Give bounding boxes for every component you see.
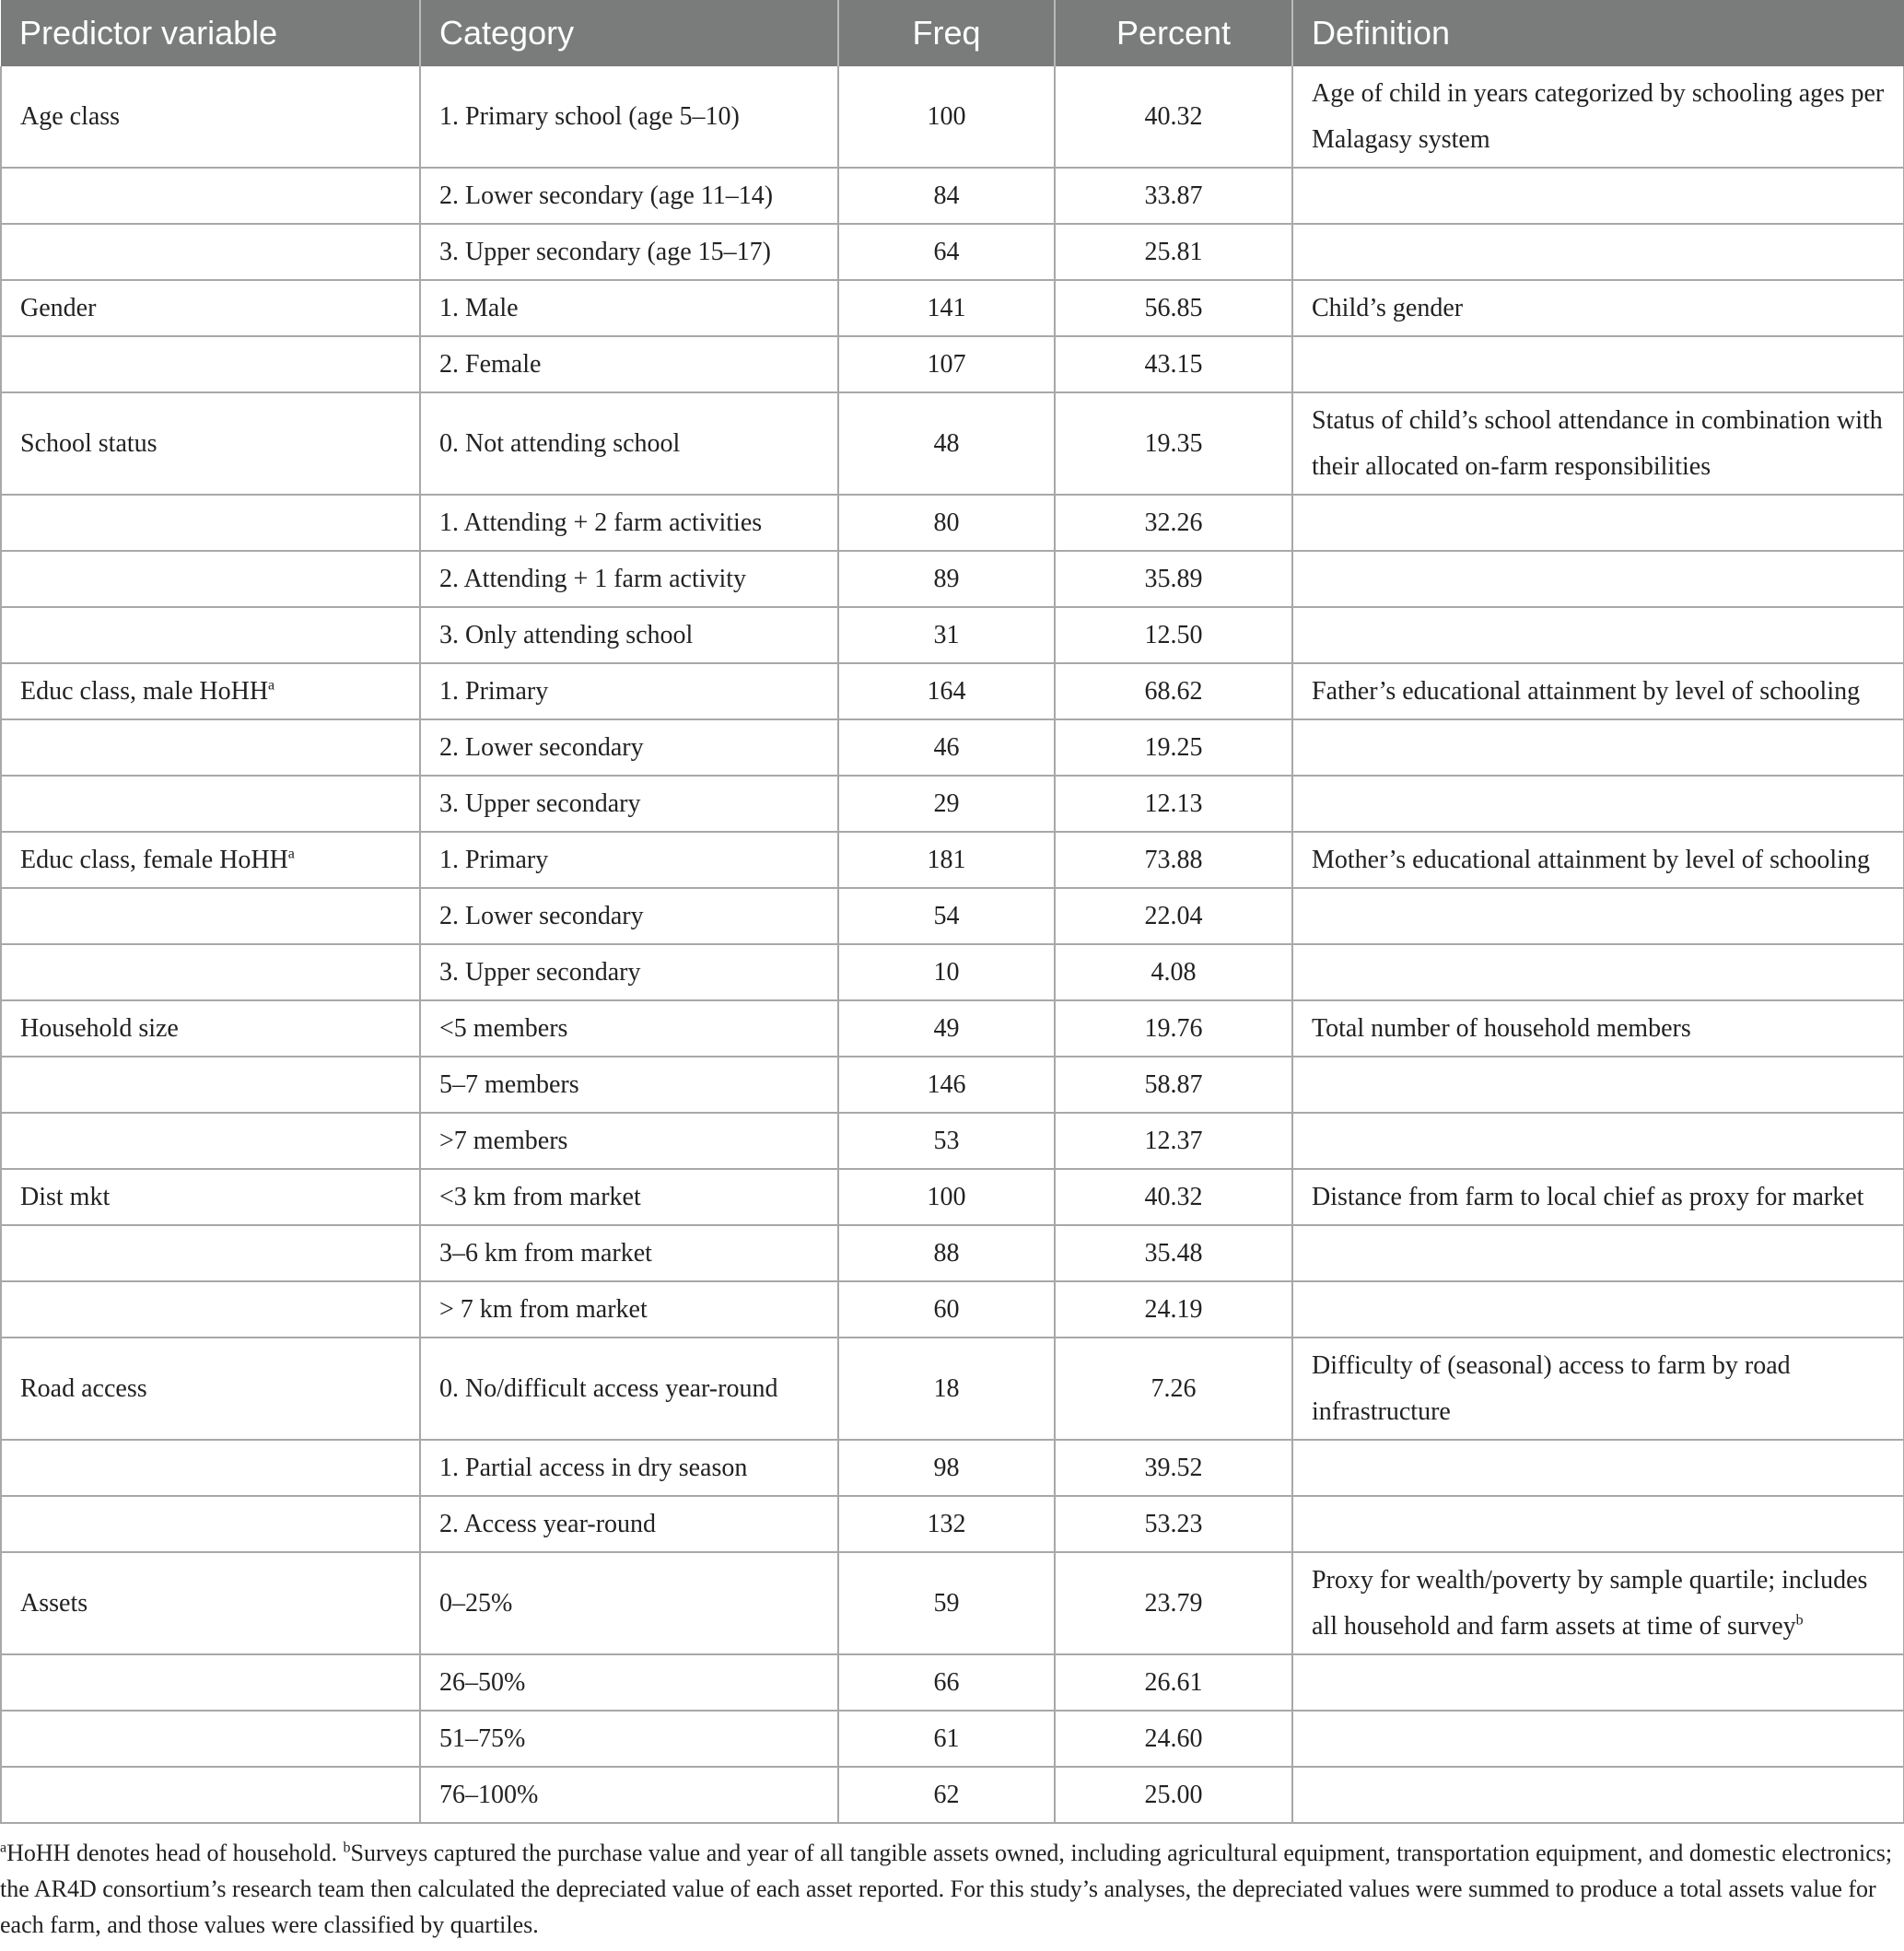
predictor-variable-cell	[1, 66, 420, 168]
freq-cell: 61	[838, 1711, 1055, 1767]
freq-cell: 54	[838, 888, 1055, 944]
table-row	[1, 1338, 1904, 1440]
freq-cell: 60	[838, 1281, 1055, 1338]
percent-cell: 12.50	[1055, 607, 1292, 663]
freq-cell: 59	[838, 1552, 1055, 1654]
definition-text: Mother’s educational attainment by level of schooling	[1312, 845, 1870, 874]
category-cell: 1. Primary	[420, 663, 838, 719]
category-cell: 1. Male	[420, 280, 838, 336]
table-row	[1, 392, 1904, 495]
freq-cell: 62	[838, 1767, 1055, 1823]
category-cell: 51–75%	[420, 1711, 838, 1767]
percent-cell: 73.88	[1055, 832, 1292, 888]
percent-cell: 35.89	[1055, 551, 1292, 607]
freq-cell: 18	[838, 1338, 1055, 1440]
freq-cell: 100	[838, 66, 1055, 168]
percent-cell: 35.48	[1055, 1225, 1292, 1281]
definition-text: Proxy for wealth/poverty by sample quartile; includes all household and farm assets at time of survey	[1312, 1565, 1868, 1641]
footnote-marker: a	[287, 846, 295, 862]
category-cell: 2. Attending + 1 farm activity	[420, 551, 838, 607]
percent-cell: 43.15	[1055, 336, 1292, 392]
table-row	[1, 336, 1904, 392]
table-row	[1, 719, 1904, 776]
predictor-variable-cell	[1, 392, 420, 495]
table-header-row	[1, 0, 1904, 66]
table-row	[1, 832, 1904, 888]
freq-cell: 146	[838, 1057, 1055, 1113]
predictor-variable-cell	[1, 1767, 420, 1823]
table-row	[1, 607, 1904, 663]
footnote-b-mark: b	[343, 1840, 351, 1856]
freq-cell: 84	[838, 168, 1055, 224]
definition-text: Father’s educational attainment by level of schooling	[1312, 676, 1861, 706]
header-percent: Percent	[1055, 0, 1292, 66]
category-cell: 1. Partial access in dry season	[420, 1440, 838, 1496]
category-cell: 2. Female	[420, 336, 838, 392]
definition-cell	[1292, 832, 1904, 888]
predictor-variable-cell	[1, 607, 420, 663]
freq-cell: 181	[838, 832, 1055, 888]
predictor-variable-cell	[1, 719, 420, 776]
table-row	[1, 495, 1904, 551]
header-freq: Freq	[838, 0, 1055, 66]
predictor-variable-cell	[1, 1338, 420, 1440]
table-row	[1, 1169, 1904, 1225]
predictor-variable-cell	[1, 888, 420, 944]
freq-cell: 31	[838, 607, 1055, 663]
freq-cell: 66	[838, 1654, 1055, 1711]
definition-cell	[1292, 392, 1904, 495]
predictor-variable-cell	[1, 1281, 420, 1338]
table-row	[1, 66, 1904, 168]
definition-cell	[1292, 1225, 1904, 1281]
category-cell: 3. Upper secondary	[420, 776, 838, 832]
percent-cell: 23.79	[1055, 1552, 1292, 1654]
predictor-variable-cell	[1, 551, 420, 607]
footnote-b-text: Surveys captured the purchase value and year of all tangible assets owned, including agricultural equipment, transportation equipment, and domestic electronics; the AR4D consortium’s research team then calculated the depreciated value of each asset reported. For this study’s analyses, the depreciated values were summed to produce a total assets value for each farm, and those values were classified by quartiles.	[0, 1840, 1893, 1938]
table-row	[1, 224, 1904, 280]
table-row	[1, 1440, 1904, 1496]
percent-cell: 7.26	[1055, 1338, 1292, 1440]
category-cell: 76–100%	[420, 1767, 838, 1823]
definition-text: Child’s gender	[1312, 293, 1464, 322]
definition-cell	[1292, 1057, 1904, 1113]
freq-cell: 80	[838, 495, 1055, 551]
header-definition: Definition	[1292, 0, 1904, 66]
table-row	[1, 1767, 1904, 1823]
category-cell: 2. Lower secondary	[420, 888, 838, 944]
predictor-variable-text: Assets	[20, 1588, 88, 1618]
percent-cell: 26.61	[1055, 1654, 1292, 1711]
table-row	[1, 888, 1904, 944]
freq-cell: 98	[838, 1440, 1055, 1496]
percent-cell: 40.32	[1055, 66, 1292, 168]
category-cell: 3. Only attending school	[420, 607, 838, 663]
predictor-variable-cell	[1, 1225, 420, 1281]
definition-cell	[1292, 1496, 1904, 1552]
predictor-variable-cell	[1, 832, 420, 888]
percent-cell: 24.60	[1055, 1711, 1292, 1767]
percent-cell: 58.87	[1055, 1057, 1292, 1113]
percent-cell: 24.19	[1055, 1281, 1292, 1338]
predictor-variable-cell	[1, 1496, 420, 1552]
percent-cell: 40.32	[1055, 1169, 1292, 1225]
table-row	[1, 663, 1904, 719]
predictor-variable-cell	[1, 663, 420, 719]
category-cell: 5–7 members	[420, 1057, 838, 1113]
freq-cell: 164	[838, 663, 1055, 719]
predictor-variable-cell	[1, 1057, 420, 1113]
category-cell: 1. Primary school (age 5–10)	[420, 66, 838, 168]
footnote-marker: a	[268, 677, 275, 694]
percent-cell: 33.87	[1055, 168, 1292, 224]
footnote-a-text: HoHH denotes head of household.	[6, 1840, 344, 1866]
definition-text: Age of child in years categorized by schooling ages per Malagasy system	[1312, 78, 1885, 154]
predictor-variable-cell	[1, 1113, 420, 1169]
category-cell: 2. Lower secondary	[420, 719, 838, 776]
definition-cell	[1292, 1440, 1904, 1496]
percent-cell: 22.04	[1055, 888, 1292, 944]
percent-cell: 68.62	[1055, 663, 1292, 719]
table-row	[1, 944, 1904, 1000]
definition-cell	[1292, 1654, 1904, 1711]
predictor-variable-cell	[1, 1000, 420, 1057]
freq-cell: 46	[838, 719, 1055, 776]
definition-cell	[1292, 336, 1904, 392]
percent-cell: 12.13	[1055, 776, 1292, 832]
definition-cell	[1292, 1113, 1904, 1169]
table-row	[1, 1000, 1904, 1057]
footnote-marker: b	[1795, 1612, 1804, 1629]
definition-cell	[1292, 1169, 1904, 1225]
predictor-variable-cell	[1, 1440, 420, 1496]
category-cell: 0. No/difficult access year-round	[420, 1338, 838, 1440]
definition-cell	[1292, 1000, 1904, 1057]
predictor-variable-cell	[1, 336, 420, 392]
freq-cell: 88	[838, 1225, 1055, 1281]
table-row	[1, 1711, 1904, 1767]
predictor-variable-text: Household size	[20, 1013, 179, 1043]
predictor-variable-cell	[1, 224, 420, 280]
table-body	[1, 66, 1904, 1823]
percent-cell: 53.23	[1055, 1496, 1292, 1552]
definition-cell	[1292, 66, 1904, 168]
freq-cell: 53	[838, 1113, 1055, 1169]
header-category: Category	[420, 0, 838, 66]
freq-cell: 10	[838, 944, 1055, 1000]
predictor-variable-cell	[1, 495, 420, 551]
category-cell: > 7 km from market	[420, 1281, 838, 1338]
table-footnotes	[0, 1835, 1898, 1943]
category-cell: 0. Not attending school	[420, 392, 838, 495]
table-row	[1, 1057, 1904, 1113]
definition-cell	[1292, 551, 1904, 607]
freq-cell: 141	[838, 280, 1055, 336]
definition-cell	[1292, 719, 1904, 776]
predictor-variable-text: Educ class, female HoHH	[20, 845, 288, 874]
percent-cell: 56.85	[1055, 280, 1292, 336]
table-row	[1, 776, 1904, 832]
definition-cell	[1292, 1281, 1904, 1338]
table-row	[1, 280, 1904, 336]
predictor-variable-cell	[1, 280, 420, 336]
predictor-variable-text: School status	[20, 428, 158, 458]
table-row	[1, 1225, 1904, 1281]
category-cell: 3. Upper secondary	[420, 944, 838, 1000]
percent-cell: 25.81	[1055, 224, 1292, 280]
category-cell: 26–50%	[420, 1654, 838, 1711]
definition-cell	[1292, 1711, 1904, 1767]
header-predictor-variable: Predictor variable	[1, 0, 420, 66]
definition-cell	[1292, 168, 1904, 224]
footnote-a-mark: a	[0, 1840, 7, 1856]
category-cell: >7 members	[420, 1113, 838, 1169]
percent-cell: 4.08	[1055, 944, 1292, 1000]
definition-cell	[1292, 944, 1904, 1000]
category-cell: 2. Access year-round	[420, 1496, 838, 1552]
definition-cell	[1292, 607, 1904, 663]
definition-cell	[1292, 776, 1904, 832]
percent-cell: 19.35	[1055, 392, 1292, 495]
predictor-variable-text: Age class	[20, 101, 121, 131]
definition-text: Status of child’s school attendance in combination with their allocated on-farm responsibilities	[1312, 405, 1883, 481]
predictor-variable-cell	[1, 1711, 420, 1767]
category-cell: <5 members	[420, 1000, 838, 1057]
percent-cell: 25.00	[1055, 1767, 1292, 1823]
table-row	[1, 1552, 1904, 1654]
percent-cell: 19.25	[1055, 719, 1292, 776]
percent-cell: 12.37	[1055, 1113, 1292, 1169]
predictor-variable-cell	[1, 168, 420, 224]
freq-cell: 132	[838, 1496, 1055, 1552]
category-cell: <3 km from market	[420, 1169, 838, 1225]
freq-cell: 29	[838, 776, 1055, 832]
percent-cell: 32.26	[1055, 495, 1292, 551]
predictor-variable-text: Educ class, male HoHH	[20, 676, 269, 706]
predictor-variable-cell	[1, 1169, 420, 1225]
category-cell: 3. Upper secondary (age 15–17)	[420, 224, 838, 280]
percent-cell: 39.52	[1055, 1440, 1292, 1496]
definition-cell	[1292, 1552, 1904, 1654]
predictor-variable-text: Dist mkt	[20, 1182, 111, 1211]
table-row	[1, 1654, 1904, 1711]
table-row	[1, 1496, 1904, 1552]
definition-cell	[1292, 280, 1904, 336]
definition-cell	[1292, 663, 1904, 719]
freq-cell: 48	[838, 392, 1055, 495]
definition-cell	[1292, 224, 1904, 280]
definition-text: Total number of household members	[1312, 1013, 1691, 1043]
definition-cell	[1292, 1767, 1904, 1823]
predictor-variable-cell	[1, 944, 420, 1000]
freq-cell: 107	[838, 336, 1055, 392]
definition-cell	[1292, 495, 1904, 551]
table-row	[1, 1281, 1904, 1338]
predictor-variable-cell	[1, 776, 420, 832]
table-row	[1, 1113, 1904, 1169]
freq-cell: 89	[838, 551, 1055, 607]
definition-text: Distance from farm to local chief as proxy for market	[1312, 1182, 1864, 1211]
category-cell: 1. Attending + 2 farm activities	[420, 495, 838, 551]
predictor-variable-text: Road access	[20, 1373, 147, 1403]
category-cell: 2. Lower secondary (age 11–14)	[420, 168, 838, 224]
category-cell: 0–25%	[420, 1552, 838, 1654]
category-cell: 3–6 km from market	[420, 1225, 838, 1281]
predictor-variable-cell	[1, 1552, 420, 1654]
table-row	[1, 551, 1904, 607]
definition-cell	[1292, 1338, 1904, 1440]
freq-cell: 49	[838, 1000, 1055, 1057]
definition-cell	[1292, 888, 1904, 944]
table-row	[1, 168, 1904, 224]
freq-cell: 100	[838, 1169, 1055, 1225]
predictor-variable-cell	[1, 1654, 420, 1711]
freq-cell: 64	[838, 224, 1055, 280]
predictor-variable-text: Gender	[20, 293, 97, 322]
percent-cell: 19.76	[1055, 1000, 1292, 1057]
definition-text: Difficulty of (seasonal) access to farm by road infrastructure	[1312, 1350, 1791, 1426]
category-cell: 1. Primary	[420, 832, 838, 888]
